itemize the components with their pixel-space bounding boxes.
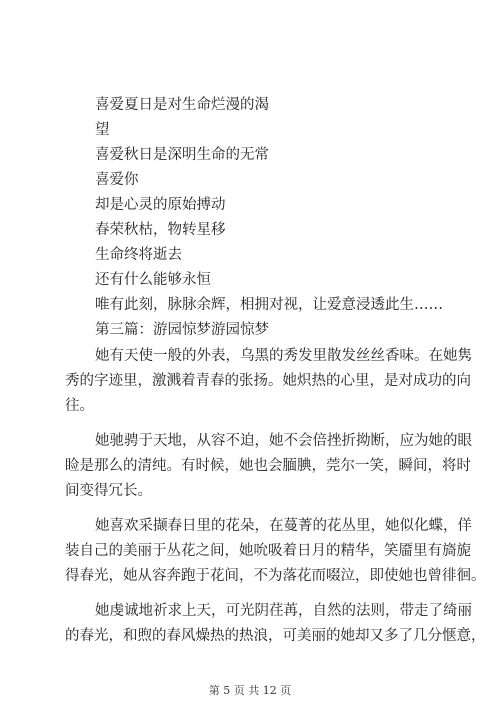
page-footer: 第 5 页 共 12 页 xyxy=(208,684,292,697)
paragraph-line: 得春光，她从容奔跑于花间，不为落花而啜泣，即使她也曾徘徊。 xyxy=(65,568,486,584)
poem-line: 喜爱秋日是深明生命的无常 xyxy=(95,147,269,163)
poem-line: 却是心灵的原始搏动 xyxy=(95,197,226,213)
paragraph-line: 她虔诚地祈求上天，可光阴荏苒，自然的法则，带走了绮丽 xyxy=(95,603,472,619)
poem-line: 生命终将逝去 xyxy=(95,247,182,263)
poem-line: 喜爱你 xyxy=(95,172,139,188)
paragraph-line: 秀的字迹里，激溅着青春的张扬。她炽热的心里，是对成功的向 xyxy=(65,373,471,389)
paragraph-line: 她有天使一般的外表，乌黑的秀发里散发丝丝香味。在她隽 xyxy=(95,348,472,364)
paragraph-line: 装自己的美丽于丛花之间，她吮吸着日月的精华，笑靥里有旖旎 xyxy=(65,543,471,559)
section-title: 第三篇：游园惊梦游园惊梦 xyxy=(95,322,269,338)
paragraph-line: 间变得冗长。 xyxy=(65,483,152,499)
paragraph-line: 往。 xyxy=(65,398,94,414)
poem-line: 喜爱夏日是对生命烂漫的渴 xyxy=(95,97,269,113)
paragraph-line: 她驰骋于天地，从容不迫，她不会倍挫折拗断，应为她的眼 xyxy=(95,433,472,449)
paragraph-line: 睑是那么的清纯。有时候，她也会腼腆，莞尔一笑，瞬间，将时 xyxy=(65,458,471,474)
paragraph-line: 她喜欢采撷春日里的花朵，在蔓菁的花丛里，她似化蝶，佯 xyxy=(95,518,472,534)
poem-line: 望 xyxy=(95,122,110,138)
paragraph-line: 的春光，和煦的春风燥热的热浪，可美丽的她却又多了几分惬意， xyxy=(65,628,486,644)
poem-line: 春荣秋枯，物转星移 xyxy=(95,222,226,238)
poem-line: 唯有此刻，脉脉余辉，相拥对视，让爱意浸透此生…… xyxy=(95,297,443,313)
poem-line: 还有什么能够永恒 xyxy=(95,272,211,288)
